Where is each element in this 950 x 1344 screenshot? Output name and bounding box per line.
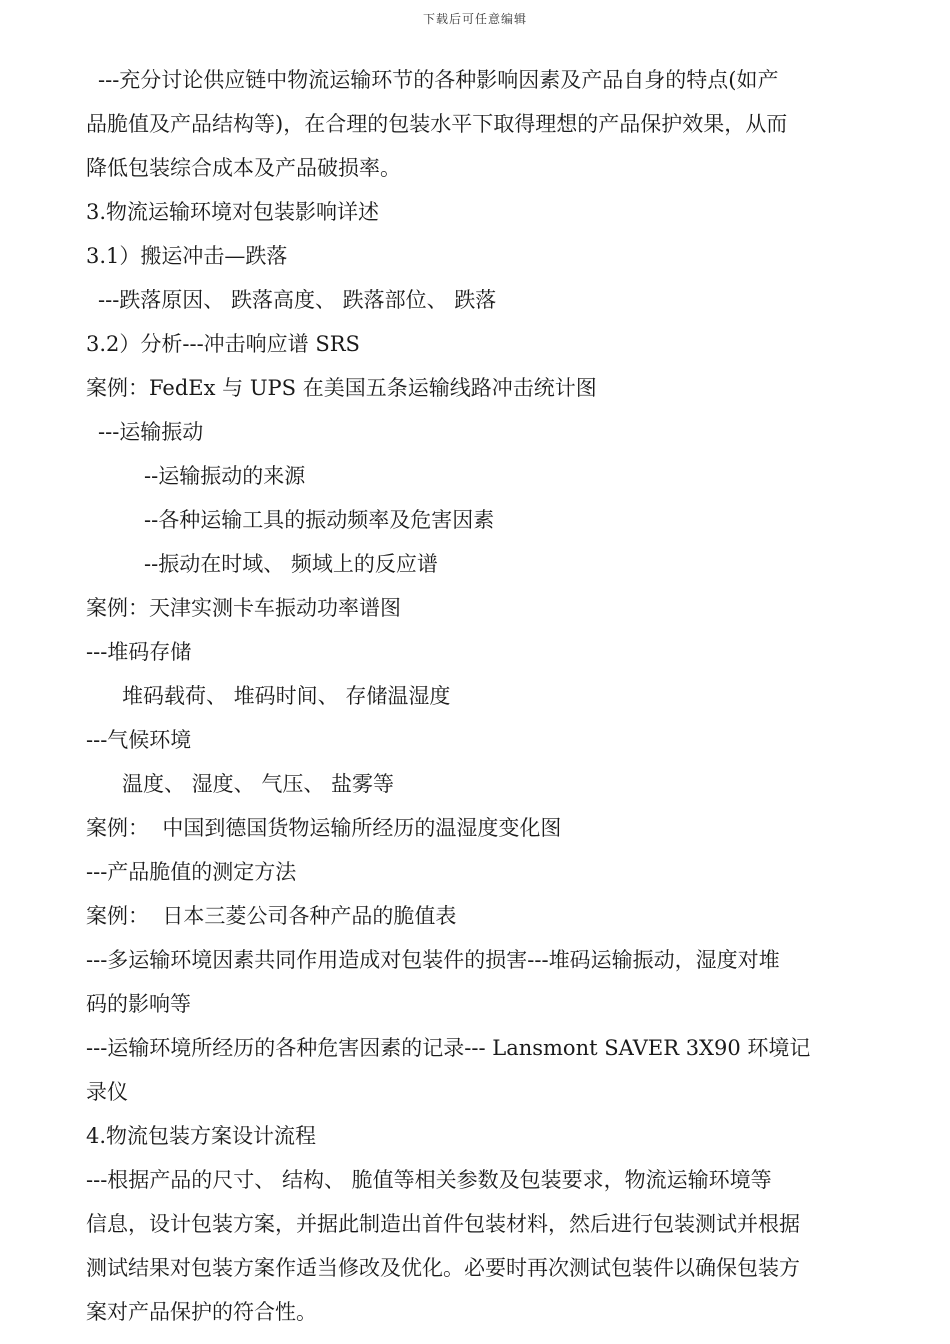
case-example: 案例：FedEx 与 UPS 在美国五条运输线路冲击统计图: [86, 376, 597, 400]
list-item: ---产品脆值的测定方法: [86, 860, 297, 884]
paragraph-line: 品脆值及产品结构等)，在合理的包装水平下取得理想的产品保护效果，从而: [86, 112, 788, 136]
page-header-watermark: 下载后可任意编辑: [422, 12, 527, 26]
paragraph-line: 信息，设计包装方案，并据此制造出首件包装材料，然后进行包装测试并根据: [86, 1212, 800, 1236]
case-example: 案例：天津实测卡车振动功率谱图: [86, 596, 401, 620]
paragraph-line: 录仪: [86, 1080, 128, 1104]
subsection-heading: 3.1）搬运冲击—跌落: [86, 244, 288, 268]
list-item: ---堆码存储: [86, 640, 192, 664]
case-example: 案例： 日本三菱公司各种产品的脆值表: [86, 904, 457, 928]
case-example: 案例： 中国到德国货物运输所经历的温湿度变化图: [86, 816, 562, 840]
list-subitem: 温度、 湿度、 气压、 盐雾等: [122, 772, 395, 796]
list-item: ---跌落原因、 跌落高度、 跌落部位、 跌落: [98, 288, 497, 312]
paragraph-line: 码的影响等: [86, 992, 191, 1016]
subsection-heading: 3.2）分析---冲击响应谱 SRS: [86, 332, 360, 356]
list-item: ---运输振动: [98, 420, 204, 444]
list-subitem: --各种运输工具的振动频率及危害因素: [144, 508, 495, 532]
list-subitem: --振动在时域、 频域上的反应谱: [144, 552, 438, 576]
list-item: ---气候环境: [86, 728, 192, 752]
list-subitem: 堆码载荷、 堆码时间、 存储温湿度: [122, 684, 451, 708]
paragraph-line: 案对产品保护的符合性。: [86, 1300, 317, 1324]
list-item: ---多运输环境因素共同作用造成对包装件的损害---堆码运输振动，湿度对堆: [86, 948, 780, 972]
section-heading: 3.物流运输环境对包装影响详述: [86, 200, 380, 224]
paragraph-line: ---充分讨论供应链中物流运输环节的各种影响因素及产品自身的特点(如产: [98, 68, 779, 92]
section-heading: 4.物流包装方案设计流程: [86, 1124, 317, 1148]
paragraph-line: 测试结果对包装方案作适当修改及优化。必要时再次测试包装件以确保包装方: [86, 1256, 800, 1280]
paragraph-line: 降低包装综合成本及产品破损率。: [86, 156, 401, 180]
document-body: [86, 58, 876, 1334]
list-item: ---运输环境所经历的各种危害因素的记录--- Lansmont SAVER 3X90 环境记: [86, 1036, 811, 1060]
paragraph-line: ---根据产品的尺寸、 结构、 脆值等相关参数及包装要求，物流运输环境等: [86, 1168, 772, 1192]
list-subitem: --运输振动的来源: [144, 464, 306, 488]
